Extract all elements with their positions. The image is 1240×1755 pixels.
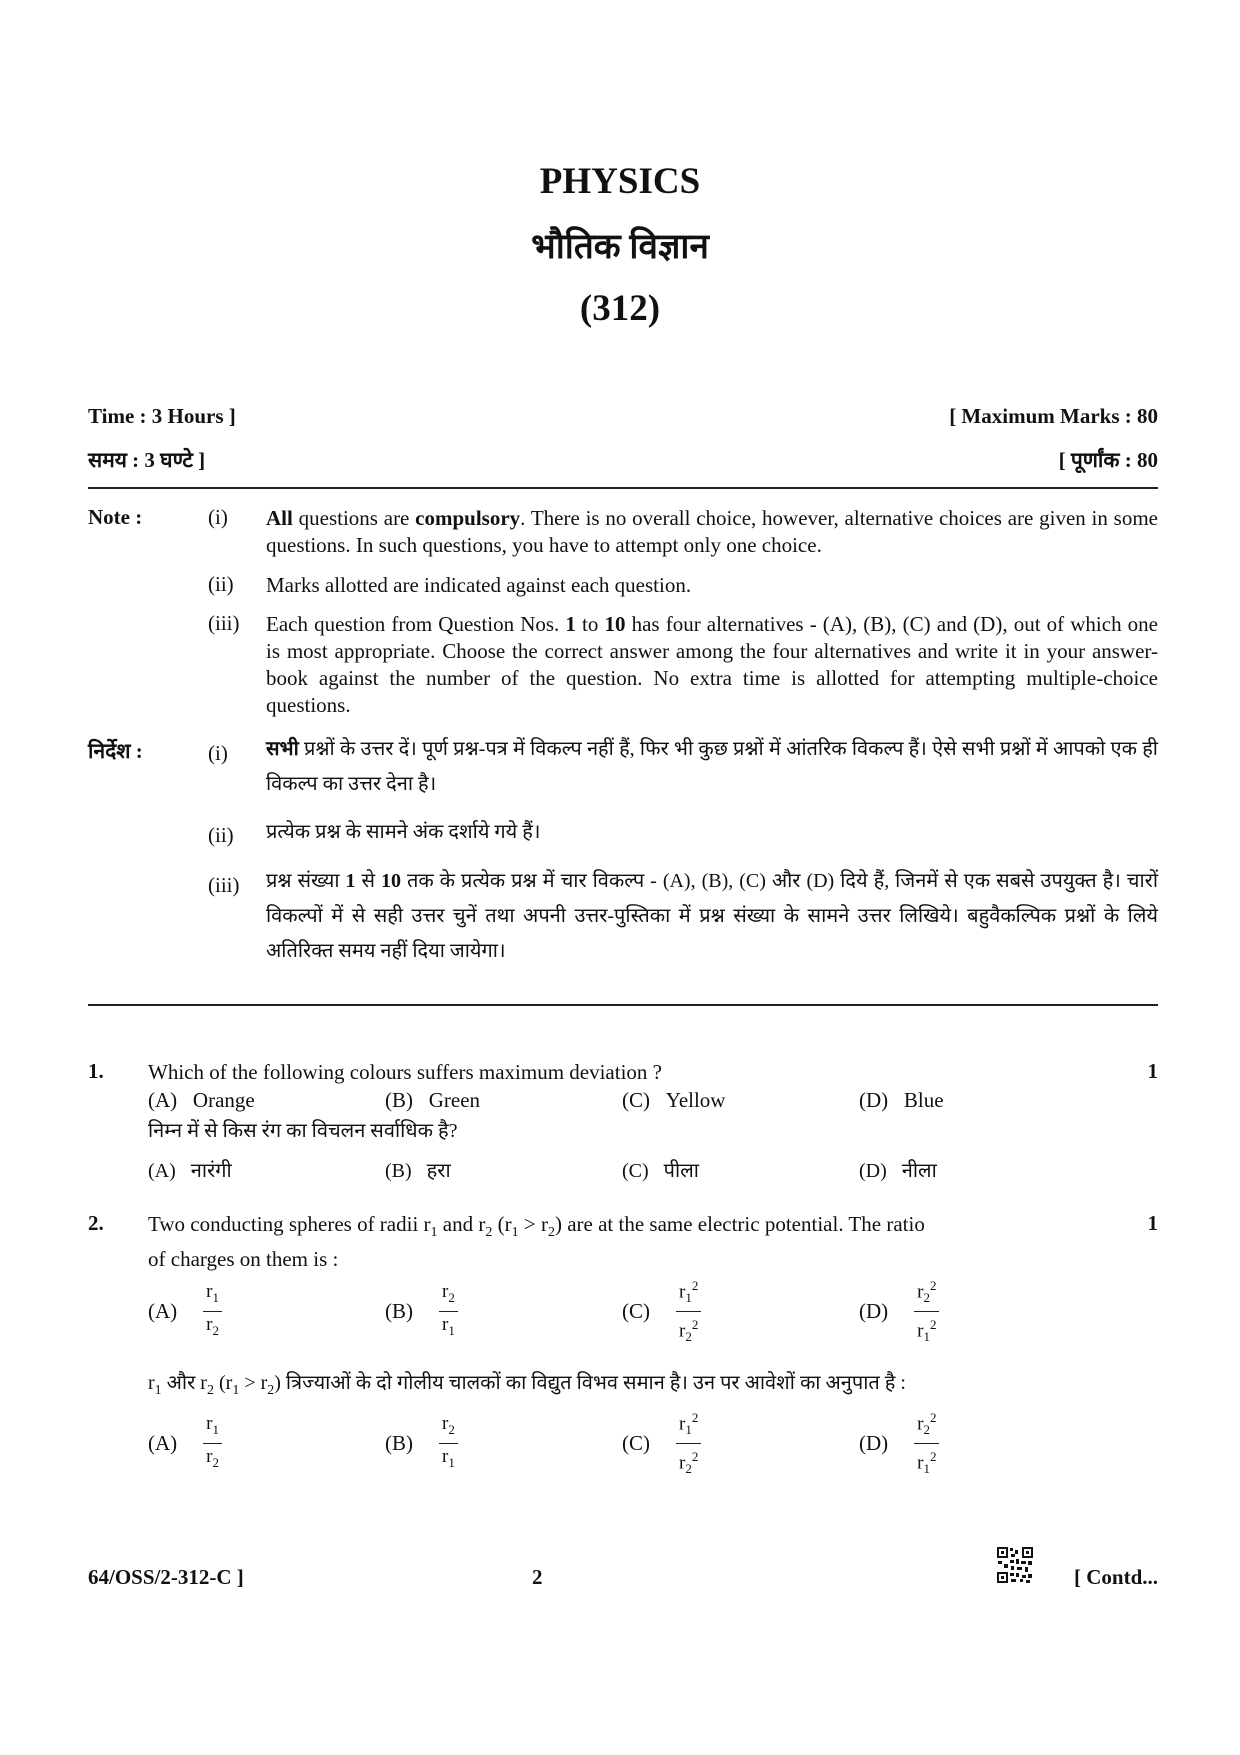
q1-option-c-en-label: (C): [622, 1088, 650, 1112]
q2-option-c-en-label: (C): [622, 1299, 650, 1324]
note-hi-item-3-bold-1: 1: [345, 870, 356, 892]
max-marks-hindi: [ पूर्णांक : 80: [1058, 448, 1158, 472]
q2-hi-sub-3: 1: [232, 1383, 240, 1398]
q1-option-d-hi-text: नीला: [901, 1160, 937, 1182]
q2-hi-part-3: (r: [213, 1372, 233, 1394]
q2-option-a-hi: [148, 1414, 222, 1473]
note-en-number-2: (ii): [208, 572, 234, 596]
paper-code: 64/OSS/2-312-C ]: [88, 1565, 244, 1589]
question-1-marks: 1: [1147, 1059, 1158, 1083]
q2-hi-sub-4: 2: [267, 1383, 275, 1398]
q2-en-part-3: (r: [492, 1212, 512, 1236]
note-label-hindi: निर्देश :: [88, 739, 143, 763]
q2-option-a-hi-fraction: $\frac{r_1}{r_2}$: [203, 1414, 222, 1473]
note-en-item-3: [266, 611, 1158, 719]
note-en-item-3-text-b: to: [575, 612, 605, 636]
q1-option-b-hi-label: (B): [385, 1160, 412, 1182]
q2-option-b-hi-fraction: $\frac{r_2}{r_1}$: [439, 1414, 458, 1473]
continued-label: [ Contd...: [1073, 1565, 1158, 1589]
q2-en-sub-1: 1: [430, 1225, 438, 1241]
q1-option-b-hi: [385, 1156, 451, 1183]
time-hindi: समय : 3 घण्टे ]: [88, 448, 206, 472]
note-en-item-1-bold-compulsory: compulsory: [415, 506, 521, 530]
question-1-number: 1.: [88, 1059, 104, 1083]
note-en-item-3-bold-10: 10: [604, 612, 626, 636]
note-hi-item-3-text-a: प्रश्न संख्या: [266, 870, 346, 892]
q1-option-a-en-label: (A): [148, 1088, 178, 1112]
page-number: 2: [532, 1565, 543, 1589]
note-hi-number-2: (ii): [208, 823, 234, 847]
q1-option-a-hi-label: (A): [148, 1160, 176, 1182]
q2-option-a-hi-label: (A): [148, 1430, 178, 1455]
q2-en-part-5: ) are at the same electric potential. The ratio: [554, 1212, 925, 1236]
q2-option-b-en: [385, 1282, 458, 1341]
q2-en-part-2: and r: [437, 1212, 486, 1236]
q2-option-d-en-fraction: $\frac{r_2^2}{r_1^2}$: [914, 1276, 939, 1347]
q1-option-b-en-label: (B): [385, 1088, 413, 1112]
q1-option-c-hi-label: (C): [622, 1160, 649, 1182]
note-en-number-3: (iii): [208, 611, 240, 635]
q2-option-b-hi: [385, 1414, 458, 1473]
q2-option-d-hi: [859, 1408, 939, 1479]
q2-option-d-en: [859, 1276, 939, 1347]
q2-option-d-hi-fraction: $\frac{r_2^2}{r_1^2}$: [914, 1408, 939, 1479]
q2-option-a-en: [148, 1282, 222, 1341]
q1-option-d-en: [859, 1088, 944, 1113]
subject-title-hindi: भौतिक विज्ञान: [531, 227, 709, 266]
note-hi-item-1: [266, 732, 1158, 802]
notes-divider: [88, 1004, 1158, 1006]
q2-hi-part-5: ) त्रिज्याओं के दो गोलीय चालकों का विद्युत विभव समान है। उन पर आवेशों का अनुपात है :: [274, 1372, 906, 1394]
note-hi-item-1-bold: सभी: [266, 738, 299, 760]
q2-en-sub-3: 1: [511, 1225, 519, 1241]
q1-option-b-en: [385, 1088, 480, 1113]
q1-option-c-hi: [622, 1156, 699, 1183]
note-hi-item-1-text: प्रश्नों के उत्तर दें। पूर्ण प्रश्न-पत्र में विकल्प नहीं हैं, फिर भी कुछ प्रश्नों में आंतरिक विकल्प हैं। ऐसे सभी प्रश्नों में आपको एक ही विकल्प का उत्तर देना है।: [266, 738, 1158, 795]
note-label-english: Note :: [88, 505, 143, 529]
question-2-number: 2.: [88, 1211, 104, 1235]
q2-option-c-en: [622, 1276, 701, 1347]
q2-hi-part-1: r: [148, 1372, 155, 1394]
qr-code-icon: [996, 1546, 1034, 1584]
note-en-item-2: Marks allotted are indicated against each question.: [266, 573, 692, 597]
note-en-item-1-text-a: questions are: [292, 506, 416, 530]
q2-en-sub-4: 2: [547, 1225, 555, 1241]
q2-option-a-en-label: (A): [148, 1298, 178, 1323]
note-hi-item-3-text-c: तक के प्रत्येक प्रश्न में चार विकल्प - (A), (B), (C) और (D) दिये हैं, जिनमें से एक सबसे उपयुक्त है। चारों विकल्पों में से सही उत्तर चुनें तथा अपनी उत्तर-पुस्तिका में प्रश्न संख्या के सामने उत्तर लिखिये। बहुवैकल्पिक प्रश्नों के लिये अतिरिक्त समय नहीं दिया जायेगा।: [266, 870, 1158, 962]
q2-hi-part-2: और r: [161, 1372, 207, 1394]
note-en-item-1: [266, 505, 1158, 559]
q1-option-b-hi-text: हरा: [426, 1160, 451, 1182]
note-hi-item-3: [266, 864, 1158, 969]
time-english: Time : 3 Hours ]: [88, 404, 236, 428]
question-2-text-english: [148, 1211, 1108, 1273]
q2-option-c-hi: [622, 1408, 701, 1479]
q1-option-a-en: [148, 1088, 255, 1113]
q2-option-d-hi-label: (D): [859, 1431, 889, 1456]
note-en-item-1-text-b: . There is no overall choice, however, alternative choices are given in some questions. In such questions, you have to attempt only one choice.: [266, 506, 1158, 557]
q2-en-part-6: of charges on them is :: [148, 1247, 339, 1272]
question-1-text-hindi: निम्न में से किस रंग का विचलन सर्वाधिक है?: [148, 1120, 458, 1142]
header-divider: [88, 487, 1158, 489]
q1-option-d-en-label: (D): [859, 1088, 889, 1112]
q2-en-part-1: Two conducting spheres of radii r: [148, 1212, 431, 1236]
note-en-item-3-text-c: has four alternatives - (A), (B), (C) and (D), out of which one is most appropriate. Choose the correct answer among the four alternatives and write it in your answer-book against the number of the question. No extra time is allotted for attempting multiple-choice questions.: [266, 612, 1158, 717]
q2-hi-part-4: > r: [239, 1372, 268, 1394]
q1-option-c-en-text: Yellow: [665, 1088, 726, 1112]
q2-option-b-en-label: (B): [385, 1298, 413, 1323]
subject-title-english: PHYSICS: [539, 161, 701, 202]
q1-option-a-hi-text: नारंगी: [190, 1160, 232, 1182]
q2-option-b-en-fraction: $\frac{r_2}{r_1}$: [439, 1282, 458, 1341]
note-hi-number-3: (iii): [208, 873, 240, 897]
note-hi-item-3-bold-10: 10: [380, 870, 401, 892]
max-marks-english: [ Maximum Marks : 80: [949, 404, 1158, 428]
q2-option-c-en-fraction: $\frac{r_1^2}{r_2^2}$: [676, 1276, 701, 1347]
q1-option-d-hi-label: (D): [859, 1160, 887, 1182]
q1-option-d-en-text: Blue: [903, 1088, 944, 1112]
note-en-item-3-bold-1: 1: [565, 612, 576, 636]
q2-hi-sub-2: 2: [206, 1383, 214, 1398]
q1-option-d-hi: [859, 1156, 937, 1183]
q1-option-b-en-text: Green: [428, 1088, 481, 1112]
note-en-number-1: (i): [208, 505, 228, 529]
question-1-text-english: Which of the following colours suffers maximum deviation ?: [148, 1060, 662, 1084]
subject-code: (312): [579, 288, 661, 329]
q2-option-d-en-label: (D): [859, 1299, 889, 1324]
note-hi-item-3-text-b: से: [355, 870, 381, 892]
note-en-item-1-bold-all: All: [266, 506, 293, 530]
q2-en-part-4: > r: [518, 1212, 548, 1236]
q1-option-c-hi-text: पीला: [663, 1160, 699, 1182]
q2-hi-sub-1: 1: [154, 1383, 162, 1398]
note-en-item-3-text-a: Each question from Question Nos.: [266, 612, 566, 636]
note-hi-item-2: प्रत्येक प्रश्न के सामने अंक दर्शाये गये हैं।: [266, 821, 541, 843]
q2-option-c-hi-fraction: $\frac{r_1^2}{r_2^2}$: [676, 1408, 701, 1479]
q2-en-sub-2: 2: [485, 1225, 493, 1241]
q1-option-a-hi: [148, 1156, 232, 1183]
note-hi-number-1: (i): [208, 741, 228, 765]
question-2-marks: 1: [1147, 1211, 1158, 1235]
q1-option-a-en-text: Orange: [192, 1088, 255, 1112]
q2-option-c-hi-label: (C): [622, 1431, 650, 1456]
q1-option-c-en: [622, 1088, 725, 1113]
question-2-text-hindi: [148, 1370, 1158, 1404]
q2-option-a-en-fraction: $\frac{r_1}{r_2}$: [203, 1282, 222, 1341]
q2-option-b-hi-label: (B): [385, 1430, 413, 1455]
